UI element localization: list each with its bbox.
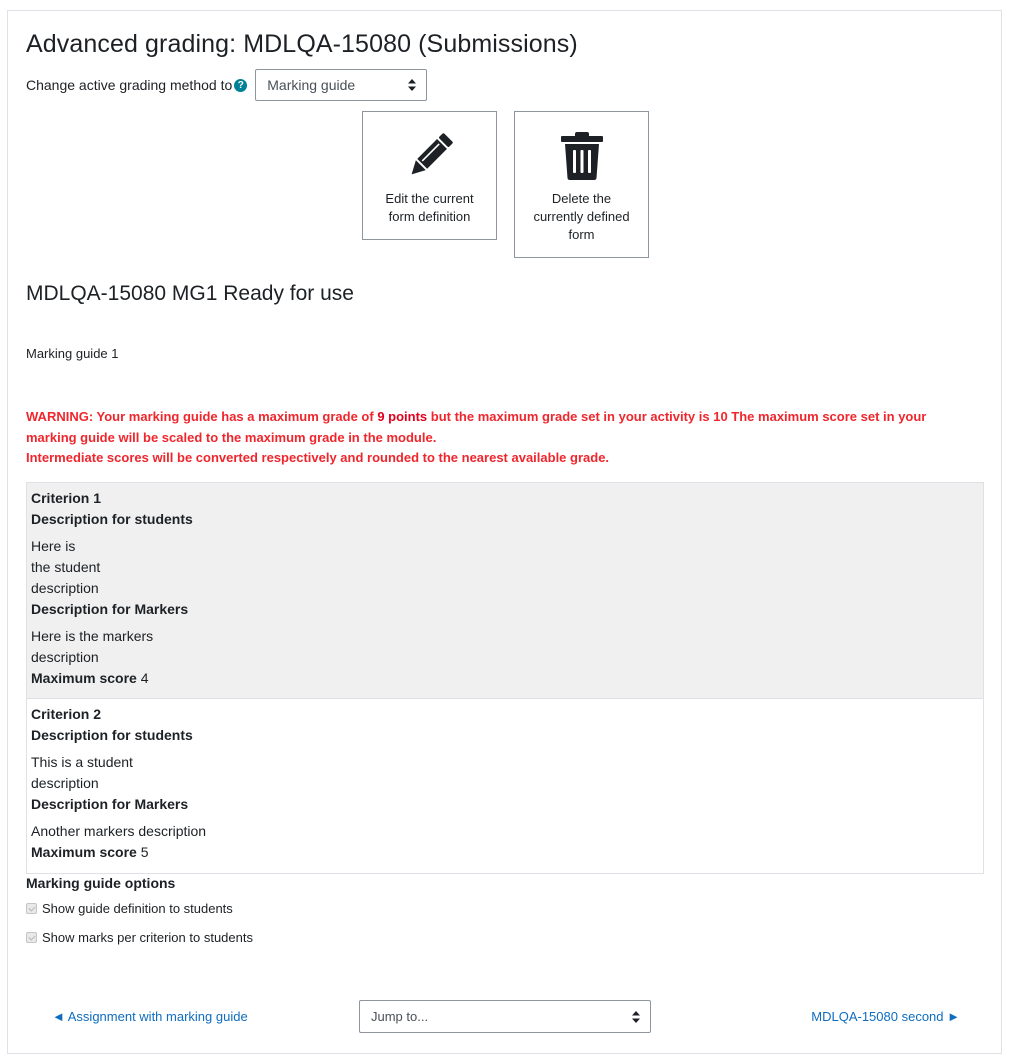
maximum-score-label: Maximum score <box>31 670 137 686</box>
page-title: Advanced grading: MDLQA-15080 (Submissions) <box>26 30 578 58</box>
maximum-score <box>31 668 979 689</box>
criteria-table <box>26 482 984 874</box>
warning-text-3: Intermediate scores will be converted respectively and rounded to the nearest available grade. <box>26 450 610 465</box>
form-description: Marking guide 1 <box>26 346 119 361</box>
grading-method-selected: Marking guide <box>267 77 356 93</box>
option-show-guide-definition <box>26 901 233 916</box>
grading-method-row <box>26 69 427 101</box>
markers-description <box>31 821 979 842</box>
grading-method-label: Change active grading method to <box>26 77 233 93</box>
jump-to-select[interactable] <box>359 1000 651 1033</box>
students-description <box>31 752 979 794</box>
delete-form-label: Delete the currently defined form <box>533 191 630 242</box>
question-circle-icon[interactable]: ? <box>234 79 247 92</box>
grading-method-select[interactable] <box>255 69 427 101</box>
students-description-heading: Description for students <box>31 511 193 527</box>
select-arrows-icon <box>408 79 416 91</box>
criterion-name: Criterion 1 <box>31 490 102 506</box>
warning-text-1: WARNING: Your marking guide has a maximum grade of <box>26 409 378 424</box>
scale-warning <box>26 407 976 469</box>
option-label: Show guide definition to students <box>42 901 233 916</box>
description-line: description <box>31 580 99 596</box>
maximum-score <box>31 842 979 863</box>
markers-description <box>31 626 979 668</box>
description-line: description <box>31 775 99 791</box>
form-title: MDLQA-15080 MG1 Ready for use <box>26 282 354 305</box>
markers-description-heading: Description for Markers <box>31 796 189 812</box>
maximum-score-value: 4 <box>140 670 149 686</box>
students-description-heading: Description for students <box>31 727 193 743</box>
description-line: This is a student <box>31 754 133 770</box>
criterion-row <box>27 699 983 874</box>
description-line: description <box>31 649 99 665</box>
select-arrows-icon <box>632 1011 640 1023</box>
options-title: Marking guide options <box>26 875 176 891</box>
edit-form-label: Edit the current form definition <box>385 191 474 224</box>
description-line: the student <box>31 559 101 575</box>
warning-points: 9 points <box>377 409 428 424</box>
option-label: Show marks per criterion to students <box>42 930 253 945</box>
criterion-row <box>27 483 983 699</box>
pencil-icon <box>405 132 455 180</box>
description-line: Here is the markers <box>31 628 154 644</box>
edit-form-button[interactable] <box>362 111 497 240</box>
option-checkbox <box>26 903 37 914</box>
trash-icon <box>560 132 604 180</box>
previous-activity-link[interactable]: ◄ Assignment with marking guide <box>52 1009 248 1024</box>
warning-text-2: but the maximum grade set in your activity is 10 The maximum score set in your marking guide will be scaled to the maximum grade in the module. <box>26 409 927 445</box>
markers-description-heading: Description for Markers <box>31 601 189 617</box>
criterion-name: Criterion 2 <box>31 706 102 722</box>
option-show-marks-per-criterion <box>26 930 253 945</box>
description-line: Here is <box>31 538 76 554</box>
description-line: Another markers description <box>31 823 207 839</box>
jump-to-placeholder: Jump to... <box>371 1009 429 1024</box>
maximum-score-label: Maximum score <box>31 844 137 860</box>
delete-form-button[interactable] <box>514 111 649 258</box>
maximum-score-value: 5 <box>140 844 149 860</box>
students-description <box>31 536 979 599</box>
option-checkbox <box>26 932 37 943</box>
next-activity-link[interactable]: MDLQA-15080 second ► <box>811 1009 960 1024</box>
